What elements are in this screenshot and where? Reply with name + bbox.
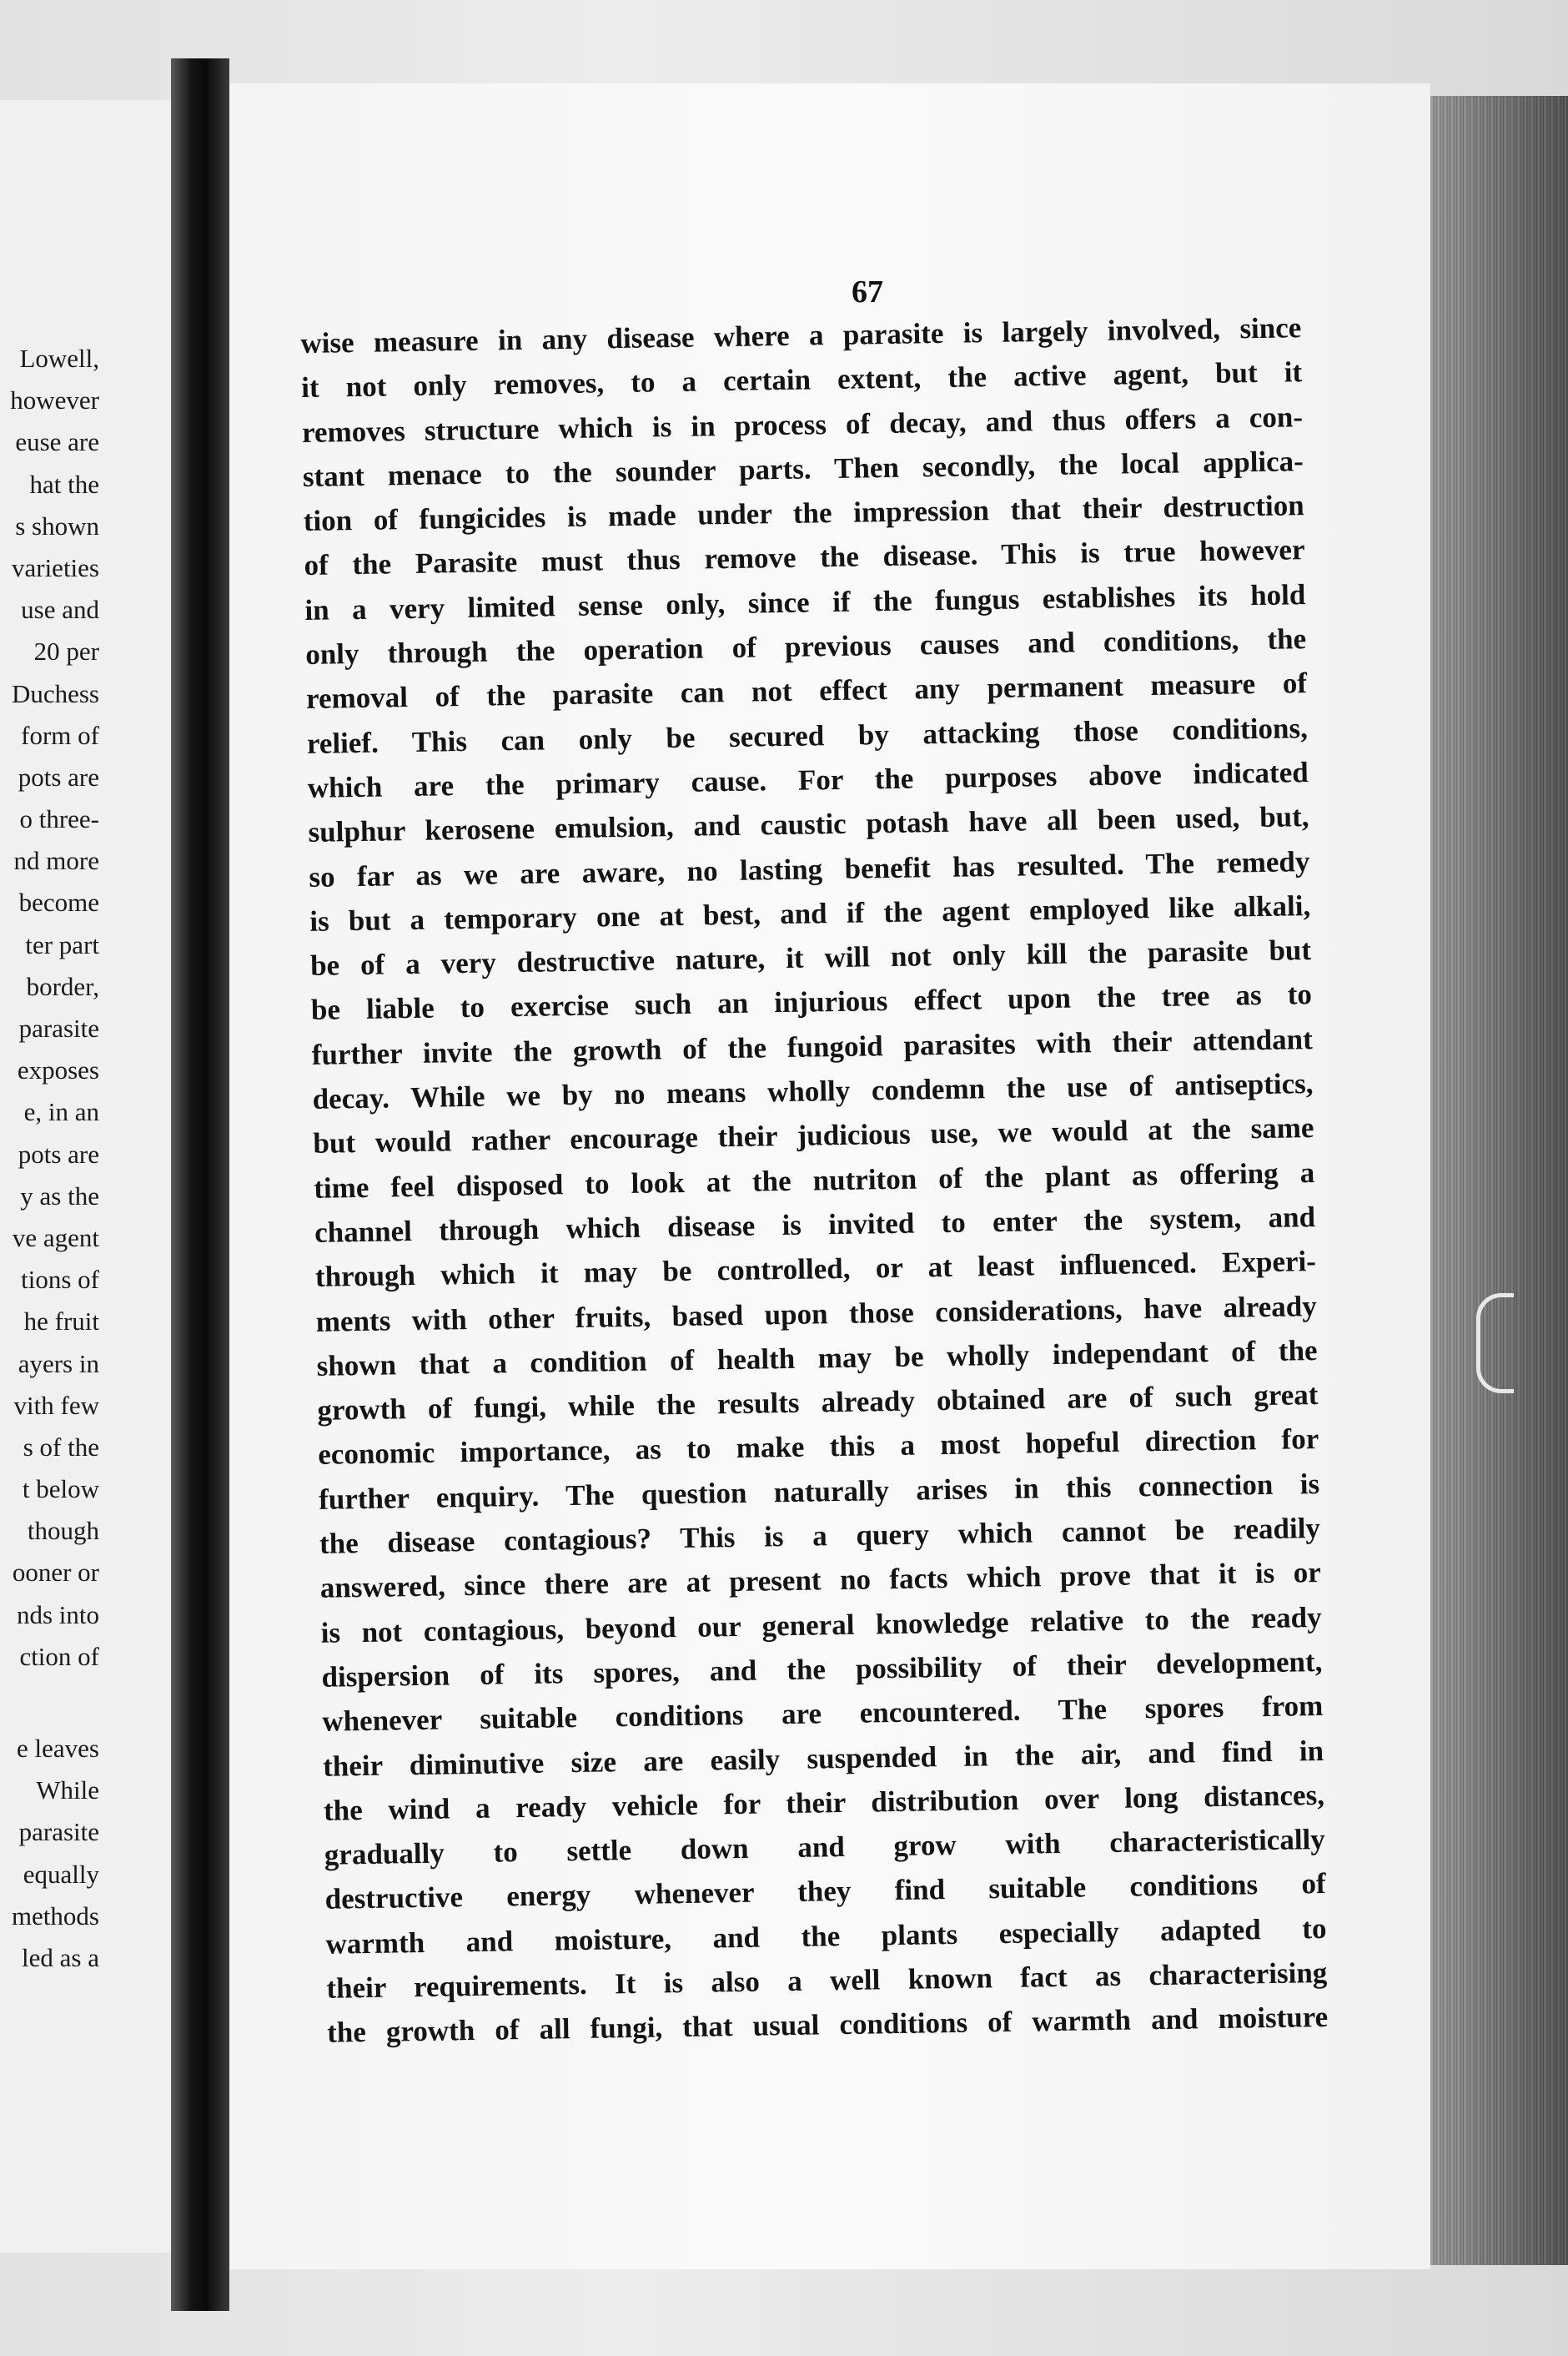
left-page-line: vith few [13, 1390, 99, 1420]
left-page-line: hat the [29, 469, 99, 499]
left-page-line: ayers in [18, 1348, 99, 1378]
left-page-line: methods [11, 1900, 99, 1931]
left-page-line: parasite [18, 1014, 99, 1043]
body-line: gradually to settle down and grow with characteristically [324, 1823, 1326, 1871]
body-line: it not only removes, to a certain extent, the active agent, but it [300, 355, 1303, 405]
left-page-line: pots are [18, 1139, 99, 1169]
body-line: in a very limited sense only, since if the fungus establishes its hold [304, 577, 1306, 627]
body-line: but would rather encourage their judicious use, we would at the same [313, 1111, 1314, 1160]
left-page-line: euse are [15, 427, 99, 457]
left-page-line: led as a [22, 1942, 99, 1972]
body-line: of the Parasite must thus remove the disease. This is true however [304, 533, 1305, 582]
left-page-line: 20 per [33, 637, 99, 667]
left-page-line: parasite [18, 1817, 99, 1847]
body-line: through which it may be controlled, or at least influenced. Experi- [314, 1245, 1317, 1294]
left-page-line: nd more [13, 846, 99, 876]
left-page-line: pots are [18, 762, 99, 792]
left-page-line: y as the [20, 1181, 99, 1211]
left-page-line: s shown [15, 511, 99, 541]
left-page [0, 100, 171, 2253]
body-line: removal of the parasite can not effect any permanent measure of [305, 667, 1308, 716]
left-page-line: form of [21, 720, 99, 750]
body-line: dispersion of its spores, and the possibility of their development, [321, 1644, 1323, 1694]
body-line: so far as we are aware, no lasting benefit has resulted. The remedy [309, 844, 1310, 894]
left-page-line: ooner or [12, 1558, 99, 1588]
body-line: removes structure which is in process of decay, and thus offers a con- [301, 400, 1304, 449]
body-line: tion of fungicides is made under the impression that their destruction [303, 489, 1304, 538]
left-page-text [0, 338, 99, 1979]
body-line: economic importance, as to make this a most hopeful direction for [318, 1422, 1319, 1472]
body-line: further enquiry. The question naturally arises in this connection is [318, 1467, 1320, 1516]
book-gutter [171, 58, 229, 2311]
left-page-line: however [10, 385, 99, 415]
body-line: time feel disposed to look at the nutriton of the plant as offering a [314, 1155, 1315, 1205]
body-line: be of a very destructive nature, it will not only kill the parasite but [309, 934, 1312, 983]
left-page-line: border, [26, 971, 99, 1001]
left-page-line: Duchess [11, 678, 99, 708]
left-page-line [0, 1678, 99, 1728]
left-page-line: equally [23, 1859, 99, 1889]
page-edges-shade [1430, 96, 1568, 2265]
body-line: decay. While we by no means wholly condemn the use of antiseptics, [312, 1067, 1314, 1115]
body-line: wise measure in any disease where a parasite is largely involved, since [300, 311, 1302, 360]
left-page-line: exposes [17, 1055, 99, 1085]
body-line: the growth of all fungi, that usual conditions of warmth and moisture [326, 2001, 1329, 2050]
body-line: is but a temporary one at best, and if the agent employed like alkali, [309, 889, 1311, 938]
body-line: their requirements. It is also a well known fact as characterising [326, 1956, 1328, 2005]
body-line: sulphur kerosene emulsion, and caustic potash have all been used, but, [308, 800, 1309, 849]
body-line: shown that a condition of health may be wholly independant of the [316, 1333, 1318, 1382]
left-page-line: o three- [19, 804, 99, 834]
main-page [229, 83, 1430, 2269]
body-line: be liable to exercise such an injurious effect upon the tree as to [310, 978, 1313, 1027]
left-page-line: e, in an [23, 1097, 99, 1127]
body-text [300, 305, 1329, 2055]
left-page-line: use and [21, 595, 99, 625]
body-line: relief. This can only be secured by attacking those conditions, [306, 711, 1309, 760]
body-line: growth of fungi, while the results already obtained are of such great [317, 1378, 1319, 1427]
page-number: 67 [852, 274, 883, 310]
body-line: whenever suitable conditions are encountered. The spores from [322, 1689, 1324, 1738]
left-page-line: nds into [16, 1599, 99, 1629]
body-line: destructive energy whenever they find suitable conditions of [324, 1867, 1326, 1916]
left-page-line: varieties [11, 552, 99, 582]
body-line: answered, since there are at present no facts which prove that it is or [319, 1556, 1322, 1605]
left-page-line: t below [22, 1474, 99, 1504]
body-line: warmth and moisture, and the plants especially adapted to [325, 1911, 1327, 1961]
left-page-line: While [36, 1775, 99, 1805]
left-page-line: e leaves [17, 1734, 99, 1763]
left-page-line: ction of [19, 1641, 99, 1671]
clip-mark [1476, 1293, 1514, 1393]
left-page-line: he fruit [23, 1306, 99, 1337]
body-line: their diminutive size are easily suspended in the air, and find in [322, 1734, 1324, 1783]
left-page-line: tions of [21, 1265, 99, 1295]
body-line: is not contagious, beyond our general knowledge relative to the ready [320, 1600, 1322, 1649]
body-line: which are the primary cause. For the purposes above indicated [307, 756, 1309, 804]
page-edges [1430, 96, 1568, 2265]
body-line: the disease contagious? This is a query which cannot be readily [319, 1511, 1321, 1560]
left-page-line: s of the [23, 1432, 99, 1462]
body-line: stant menace to the sounder parts. Then secondly, the local applica- [302, 445, 1304, 493]
left-page-line: ve agent [12, 1222, 99, 1252]
body-line: only through the operation of previous causes and conditions, the [304, 622, 1307, 672]
body-line: channel through which disease is invited to enter the system, and [314, 1200, 1316, 1249]
left-page-line: become [18, 888, 99, 918]
body-line: ments with other fruits, based upon those considerations, have already [315, 1289, 1317, 1338]
body-line: further invite the growth of the fungoid parasites with their attendant [311, 1022, 1313, 1071]
left-page-line: though [27, 1516, 99, 1546]
body-line: the wind a ready vehicle for their distribution over long distances, [323, 1778, 1325, 1827]
left-page-line: ter part [25, 929, 99, 959]
left-page-line: Lowell, [19, 344, 99, 373]
